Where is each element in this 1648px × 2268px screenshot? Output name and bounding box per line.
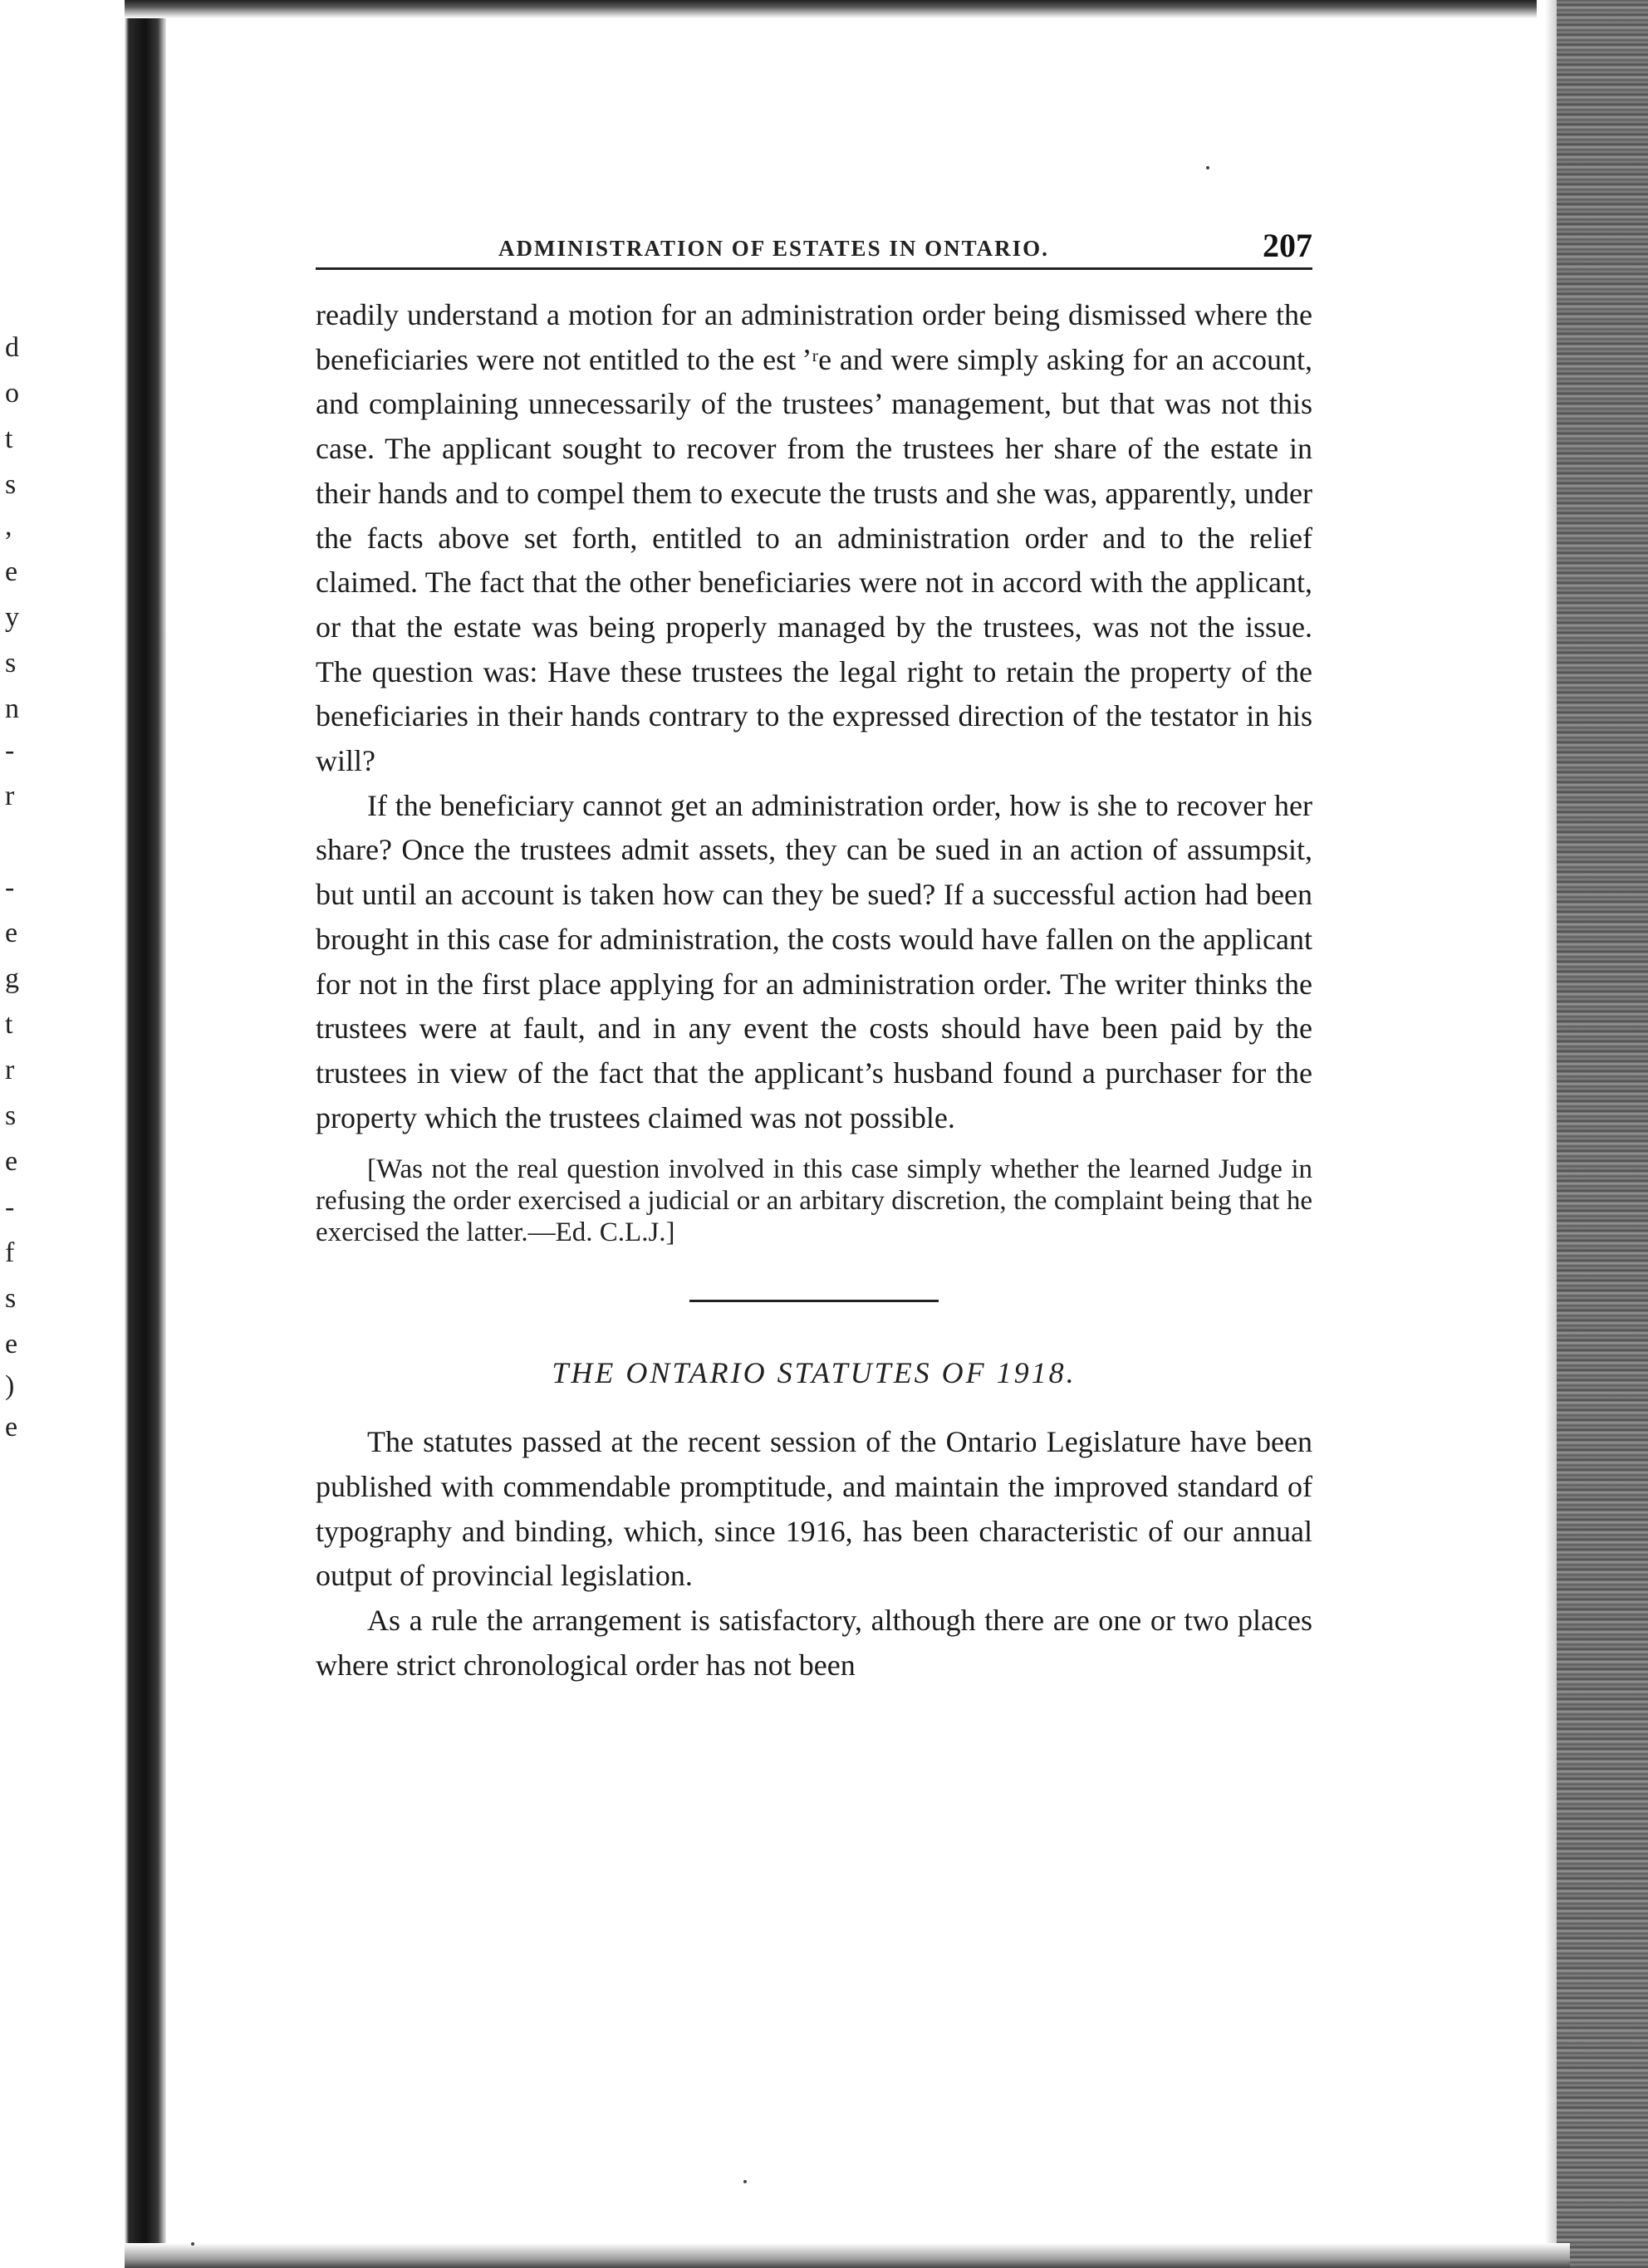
scan-speck [743,2180,747,2183]
bottom-scan-edge [125,2243,1570,2268]
page-number: 207 [1263,227,1312,264]
section-divider [689,1300,939,1302]
paragraph: If the beneficiary cannot get an administration order, how is she to recover her share? Once the trustees admit assets, they can be sued in an action of assumpsit, but until an account is taken how can they be sued? If a successful action had been brought in this case for administration, the costs would have fallen on the applicant for not in the first place applying for an administration order. The writer thinks the trustees were at fault, and in any event the costs should have been paid by the trustees in view of the fact that the applicant’s husband found a purchaser for the property which the trustees claimed was not possible. [316,788,1312,1134]
margin-fragment: d [5,332,19,363]
top-scan-edge [125,0,1537,18]
margin-fragment: e [5,1412,18,1443]
margin-fragment: e [5,556,18,587]
margin-fragment: e [5,1146,18,1177]
margin-fragment: r [5,781,15,811]
margin-fragment: s [5,469,17,500]
book-page [316,224,1312,1688]
margin-fragment: f [5,1237,15,1268]
article-continuation [316,293,1312,1248]
right-page-curl [1545,0,1557,2268]
new-article [316,1420,1312,1688]
running-header [316,224,1312,270]
margin-fragment: - [5,1192,15,1222]
margin-fragment: o [5,378,19,409]
margin-fragment: - [5,735,15,766]
margin-fragment: ) [5,1370,15,1401]
margin-fragment: , [5,511,12,541]
scan-speck [1206,166,1209,169]
paragraph: As a rule the arrangement is satisfactory, although there are one or two places where strict chronological order has not been [316,1604,1312,1682]
margin-fragment: e [5,918,18,948]
margin-fragment: s [5,648,17,678]
margin-fragment: t [5,424,13,454]
margin-fragment: s [5,1100,17,1131]
margin-fragment: - [5,872,15,903]
margin-fragment: g [5,963,19,994]
margin-fragment: y [5,602,19,633]
margin-fragment: s [5,1283,17,1314]
editor-note: [Was not the real question involved in this case simply whether the learned Judge in refusing the order exercised a judicial or an arbitary discretion, the complaint being that he exercised the latter.—Ed. C.L.J.] [316,1154,1312,1248]
margin-fragment: r [5,1055,15,1085]
facing-page-fragments [0,0,33,2268]
section-title: THE ONTARIO STATUTES OF 1918. [552,1356,1077,1390]
running-title: ADMINISTRATION OF ESTATES IN ONTARIO. [498,236,1049,261]
margin-fragment: e [5,1329,18,1359]
margin-fragment: n [5,693,19,724]
paragraph: readily understand a motion for an administration order being dismissed where the beneficiaries were not entitled to the est ʼʳe and were simply asking for an account, and complaining unnecessarily of the trustees’ management, but that was not this case. The applicant sought to recover from the trustees her share of the estate in their hands and to compel them to execute the trusts and she was, apparently, under the facts above set forth, entitled to an administration order and to the relief claimed. The fact that the other beneficiaries were not in accord with the applicant, or that the estate was being properly managed by the trustees, was not the issue. The question was: Have these trustees the legal right to retain the property of the beneficiaries in their hands contrary to the expressed direction of the testator in his will? [316,298,1312,778]
right-scan-edge [1557,0,1648,2268]
scan-speck [191,2242,194,2246]
paragraph: The statutes passed at the recent session of the Ontario Legislature have been published with commendable promptitude, and maintain the improved standard of typography and binding, which, since 1916, has been characteristic of our annual output of provincial legislation. [316,1425,1312,1593]
margin-fragment: t [5,1009,13,1040]
